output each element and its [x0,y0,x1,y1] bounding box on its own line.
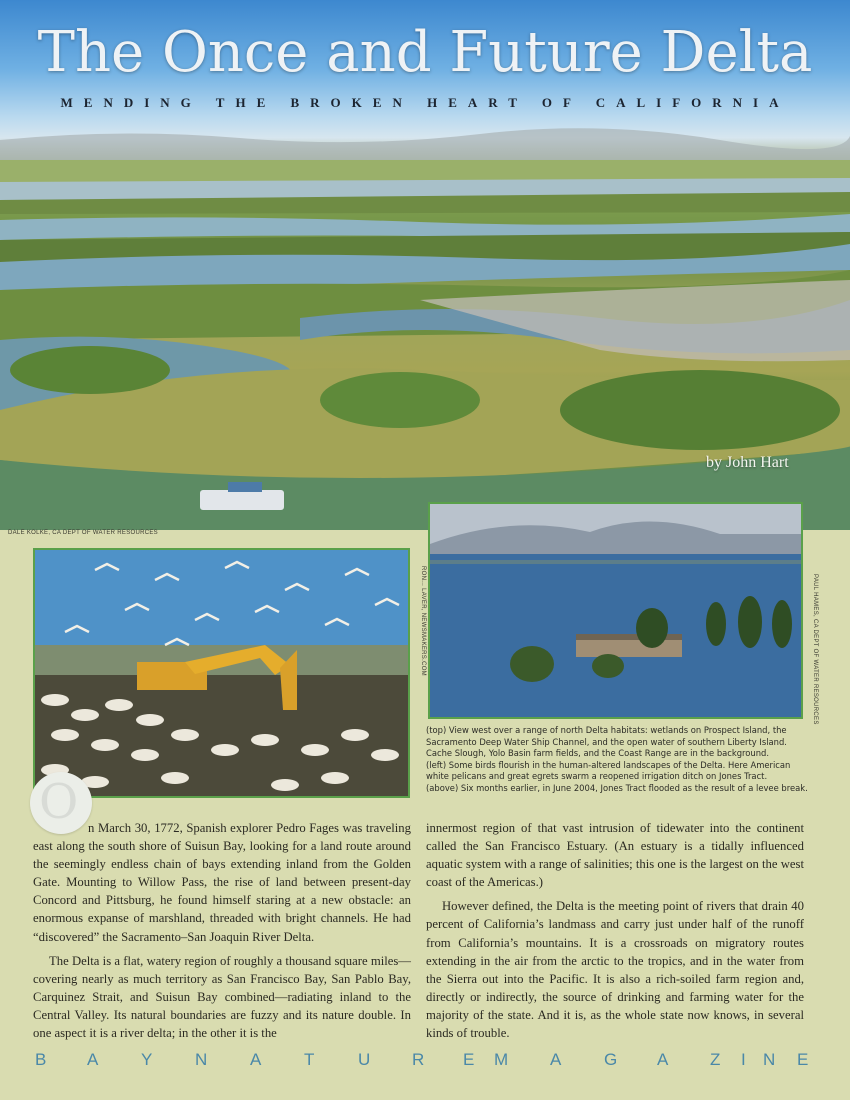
caption-top: (top) View west over a range of north Delta habitats: wetlands on Prospect Island, the Sacramento Deep Water Ship Channel, and the open water of southern Liberty Island. Cache Slough, Yolo Basin farm fields, and the Coast Range are in the background. [426,725,787,758]
footer-letter: N [763,1050,776,1069]
footer-letter: A [250,1050,262,1069]
footer-letter: N [195,1050,208,1069]
footer-letter: R [412,1050,425,1069]
right-photo-credit: PAUL HAMES, CA DEPT OF WATER RESOURCES [812,574,818,725]
footer-letter: Z [710,1050,721,1069]
hero-photo [0,0,850,530]
footer-letter: T [304,1050,315,1069]
body-column-left [33,819,411,1048]
body-paragraph: The Delta is a flat, watery region of roughly a thousand square miles—covering nearly as much territory as San Francisco Bay, San Pablo Bay, Carquinez Strait, and Suisun Bay combined—radiating inland to the Central Valley. Its natural boundaries are fuzzy and its nature double. In one aspect it is a river delta; in the other it is the [33,953,411,1041]
footer-letter: U [358,1050,371,1069]
footer-letter: B [35,1050,47,1069]
caption-above: (above) Six months earlier, in June 2004, Jones Tract flooded as the result of a levee break. [426,782,808,793]
body-paragraph: However defined, the Delta is the meeting point of rivers that drain 40 percent of California’s landmass and carry just under half of the runoff from California’s mountains. It is a crossroads on migratory routes extending in the air from the arctic to the tropics, and in the water from the Sierra out into the Pacific. It is also a rich-soiled farm region and, directly or indirectly, the source of drinking and farming water for the majority of the state. And it is, as the whole state now knows, in several kinds of trouble. [426,899,804,1041]
footer-letter: G [604,1050,618,1069]
magazine-footer [0,1050,850,1080]
footer-letter: A [550,1050,562,1069]
hero-photo-credit: DALE KOLKE, CA DEPT OF WATER RESOURCES [8,530,158,536]
body-paragraph: n March 30, 1772, Spanish explorer Pedro Fages was traveling east along the south shore of Suisun Bay, looking for a land route around the seemingly endless chain of bays extending inland from the Golden Gate. Mounting to Willow Pass, the rise of land between present-day Concord and Pittsburg, he found himself staring at a new obstacle: an enormous expanse of marshland, threaded with bright channels. He had “discovered” the Sacramento–San Joaquin River Delta. [33,821,411,944]
drop-cap-letter: O [39,774,79,830]
footer-letter: E [797,1050,809,1069]
footer-letter: M [494,1050,509,1069]
article-title: The Once and Future Delta [37,20,813,85]
flooded-tract-photo [428,502,803,719]
caption-left: (left) Some birds flourish in the human-altered landscapes of the Delta. Here American white pelicans and great egrets swarm a reopened irrigation ditch on Jones Tract. [426,759,791,781]
footer-letter: A [657,1050,669,1069]
footer-letter: I [741,1050,746,1069]
byline: by John Hart [706,454,789,471]
left-photo-credit: RON... LAVER, NEWSMAKERS.COM [420,566,426,676]
pelicans-illustration [35,550,410,798]
footer-letter: Y [141,1050,153,1069]
photo-caption [426,725,810,794]
article-subtitle: MENDING THE BROKEN HEART OF CALIFORNIA [60,95,790,110]
flooded-tract-illustration [430,504,803,719]
pelicans-photo [33,548,410,798]
body-paragraph: innermost region of that vast intrusion of tidewater into the continent called the San Francisco Estuary. (An estuary is a tidally influenced aquatic system with a range of salinities; this one is the largest on the west coast of the Americas.) [426,821,804,890]
footer-letter: E [463,1050,475,1069]
footer-letter: A [87,1050,99,1069]
body-column-right [426,819,804,1048]
